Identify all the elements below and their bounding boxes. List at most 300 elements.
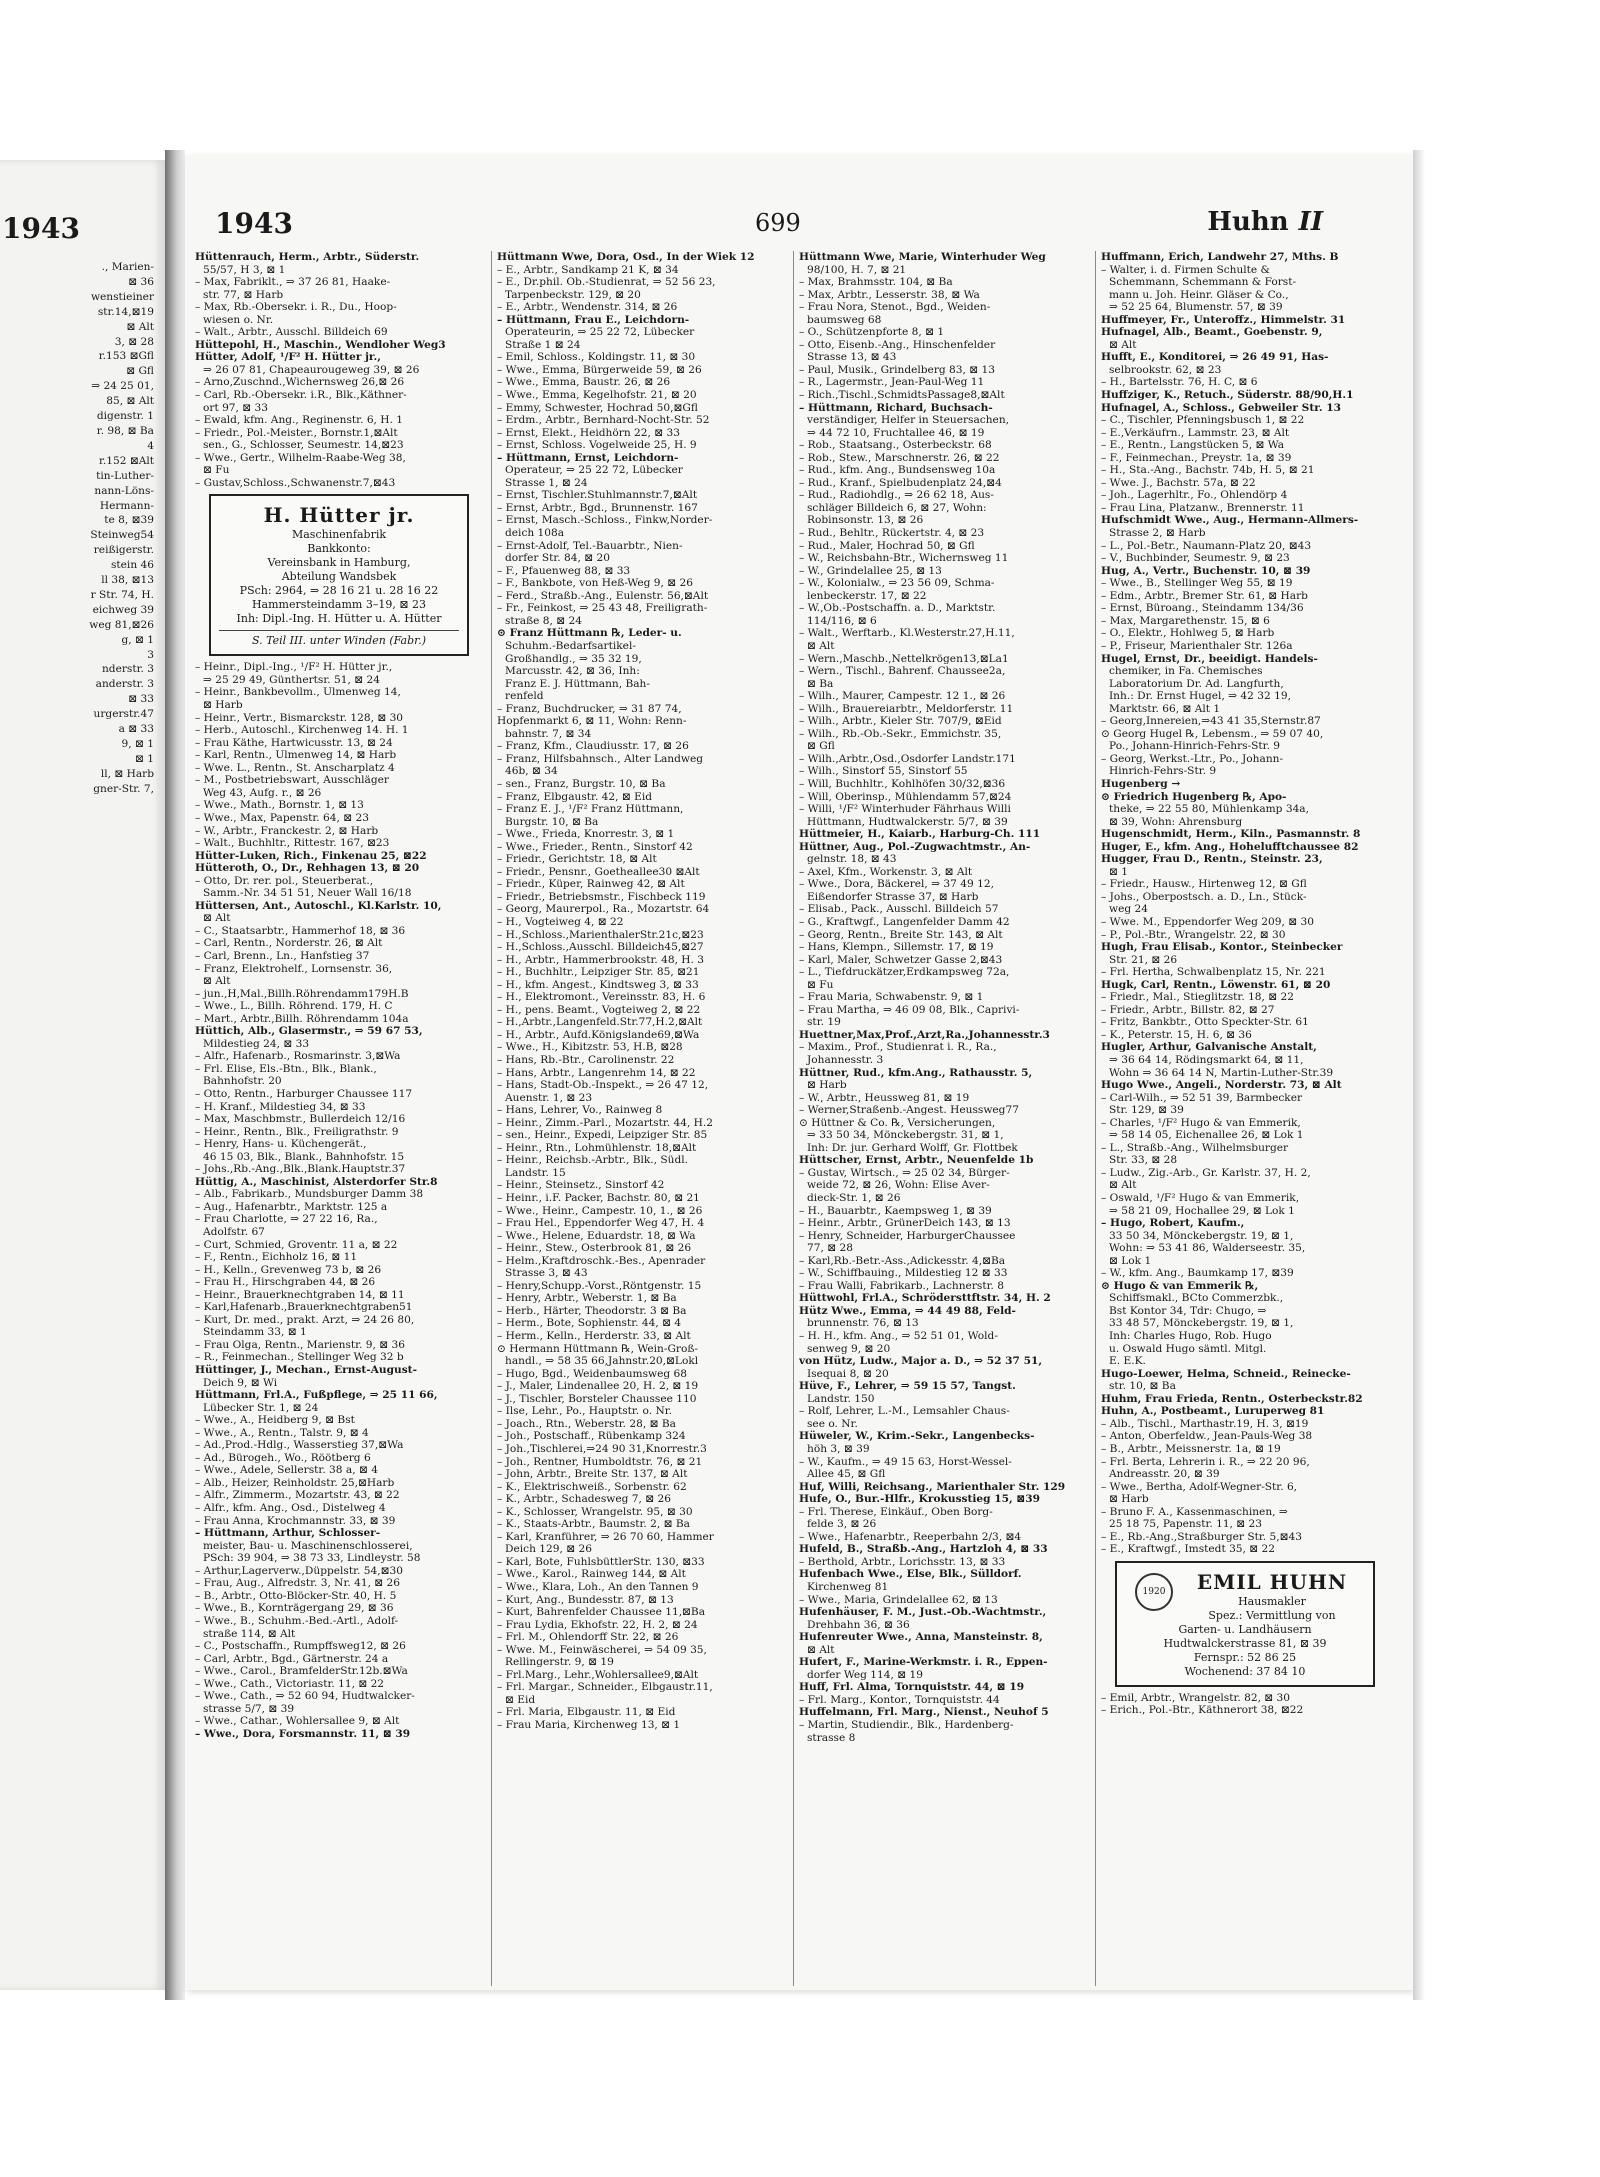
- advertisement-line: Fernspr.: 52 86 25: [1193, 1650, 1297, 1664]
- directory-entry: – Frl. Elise, Els.-Btn., Blk., Blank.,: [195, 1062, 377, 1075]
- previous-page-line: a ⊠ 33: [118, 723, 154, 736]
- directory-entry: – Alb., Tischl., Marthastr.19, H. 3, ⊠19: [1101, 1417, 1309, 1430]
- directory-entry: Huhn, A., Postbeamt., Luruperweg 81: [1101, 1405, 1325, 1418]
- directory-entry: ⇒ 58 21 09, Hochallee 29, ⊠ Lok 1: [1109, 1204, 1295, 1217]
- previous-page-line: reißigerstr.: [93, 544, 154, 557]
- previous-page-line: ll 38, ⊠13: [101, 574, 154, 587]
- previous-page-line: nderstr. 3: [101, 663, 154, 676]
- page-number: 1943: [215, 207, 293, 240]
- directory-entry: – Herm., Bote, Sophienstr. 44, ⊠ 4: [497, 1317, 682, 1330]
- directory-entry: – W., Kolonialw., ⇒ 23 56 09, Schma-: [799, 577, 995, 590]
- directory-entry: – Johs., Oberpostsch. a. D., Ln., Stück-: [1101, 890, 1307, 903]
- column-rule: [491, 251, 492, 1986]
- directory-entry: – Friedr., Hausw., Hirtenweg 12, ⊠ Gfl: [1101, 878, 1307, 891]
- advertisement-line: Inh: Dipl.-Ing. H. Hütter u. A. Hütter: [236, 612, 442, 626]
- guide-name: Huhn: [1207, 207, 1289, 237]
- directory-entry: – Wwe., H., Kibitzstr. 53, H.B, ⊠28: [497, 1041, 683, 1054]
- directory-entry: Hugler, Arthur, Galvanische Anstalt,: [1101, 1041, 1317, 1054]
- directory-entry: – sen., Franz, Burgstr. 10, ⊠ Ba: [497, 777, 666, 790]
- directory-entry: – Rob., Stew., Marschnerstr. 26, ⊠ 22: [799, 451, 1000, 464]
- directory-entry: Tarpenbeckstr. 129, ⊠ 20: [505, 288, 641, 301]
- directory-entry: ⇒ 58 14 05, Eichenallee 26, ⊠ Lok 1: [1109, 1129, 1304, 1142]
- directory-entry: – Alb., Heizer, Reinholdstr. 25,⊠Harb: [195, 1476, 395, 1489]
- directory-entry: Deich 129, ⊠ 26: [505, 1543, 592, 1556]
- directory-entry: – Curt, Schmied, Groventr. 11 a, ⊠ 22: [195, 1238, 398, 1251]
- directory-entry: – Kurt, Ang., Bundesstr. 87, ⊠ 13: [497, 1593, 674, 1606]
- directory-entry: 33 48 57, Mönckebergstr. 19, ⊠ 1,: [1109, 1317, 1294, 1330]
- previous-page-line: r Str. 74, H.: [90, 588, 154, 601]
- directory-entry: ⊠ Harb: [203, 699, 243, 712]
- directory-entry: Hüve, F., Lehrer, ⇒ 59 15 57, Tangst.: [799, 1380, 1016, 1393]
- directory-entry: – K., Arbtr., Schadesweg 7, ⊠ 26: [497, 1493, 671, 1506]
- directory-entry: – Ad., Bürogeh., Wo., Röötberg 6: [195, 1451, 371, 1464]
- directory-entry: ⊠ Alt: [1109, 338, 1137, 351]
- directory-entry: – R., Lagermstr., Jean-Paul-Weg 11: [799, 376, 985, 389]
- directory-entry: – John, Arbtr., Breite Str. 137, ⊠ Alt: [497, 1468, 688, 1481]
- directory-entry: – Erich., Pol.-Btr., Käthnerort 38, ⊠22: [1101, 1704, 1304, 1717]
- directory-entry: – Franz, Buchdrucker, ⇒ 31 87 74,: [497, 702, 682, 715]
- directory-entry: – Wilh., Sinstorf 55, Sinstorf 55: [799, 765, 968, 778]
- directory-entry: Auenstr. 1, ⊠ 23: [505, 1091, 593, 1104]
- directory-entry: – Wwe. M., Eppendorfer Weg 209, ⊠ 30: [1101, 915, 1314, 928]
- directory-entry: – Walt., Buchhltr., Rittestr. 167, ⊠23: [195, 837, 390, 850]
- directory-entry: 98/100, H. 7, ⊠ 21: [807, 263, 907, 276]
- directory-entry: – Alfr., Hafenarb., Rosmarinstr. 3,⊠Wa: [195, 1050, 401, 1063]
- directory-entry: – Rud., Kranf., Spielbudenplatz 24,⊠4: [799, 476, 1002, 489]
- directory-entry: – Friedr., Pensnr., Goetheallee30 ⊠Alt: [497, 865, 700, 878]
- directory-entry: deich 108a: [505, 527, 565, 540]
- directory-entry: – Erdm., Arbtr., Bernhard-Nocht-Str. 52: [497, 414, 710, 427]
- directory-entry: ⊙ Franz Hüttmann ℞, Leder- u.: [497, 627, 682, 640]
- directory-entry: brunnenstr. 76, ⊠ 13: [807, 1317, 919, 1330]
- directory-entry: – H.,Schloss.,MarienthalerStr.21c,⊠23: [497, 928, 704, 941]
- directory-entry: – Henry, Arbtr., Weberstr. 1, ⊠ Ba: [497, 1292, 677, 1305]
- directory-entry: ⊠ Ba: [807, 677, 834, 690]
- directory-entry: – Friedr., Pol.-Meister., Bornstr.1,⊠Alt: [195, 426, 398, 439]
- directory-entry: ⇒ 25 29 49, Günthertsr. 51, ⊠ 24: [203, 673, 380, 686]
- directory-entry: Strasse 3, ⊠ 43: [505, 1267, 588, 1280]
- directory-entry: – Martin, Studiendir., Blk., Hardenberg-: [799, 1718, 1014, 1731]
- directory-entry: – W., Arbtr., Franckestr. 2, ⊠ Harb: [195, 824, 379, 837]
- directory-entry: – H., Kelln., Grevenweg 73 b, ⊠ 26: [195, 1263, 382, 1276]
- directory-entry: Deich 9, ⊠ Wi: [203, 1376, 278, 1389]
- directory-entry: – Walt., Arbtr., Ausschl. Billdeich 69: [195, 326, 388, 339]
- directory-entry: – H., kfm. Angest., Kindtsweg 3, ⊠ 33: [497, 978, 699, 991]
- directory-entry: – Arthur,Lagerverw.,Düppelstr. 54,⊠30: [195, 1564, 403, 1577]
- directory-entry: PSch: 39 904, ⇒ 38 73 33, Lindleystr. 58: [203, 1552, 421, 1565]
- directory-entry: Huffziger, K., Retuch., Süderstr. 88/90,H.1: [1101, 389, 1354, 402]
- directory-entry: – Rich.,Tischl.,SchmidtsPassage8,⊠Alt: [799, 389, 1005, 402]
- directory-entry: – Ferd., Straßb.-Ang., Eulenstr. 56,⊠Alt: [497, 589, 709, 602]
- directory-entry: – Will, Oberinsp., Mühlendamm 57,⊠24: [799, 790, 1012, 803]
- directory-entry: – Friedr., Gerichtstr. 18, ⊠ Alt: [497, 853, 657, 866]
- directory-entry: – Carl, Rb.-Obersekr. i.R., Blk.,Käthner-: [195, 389, 407, 402]
- directory-entry: – J., Tischler, Borsteler Chaussee 110: [497, 1392, 697, 1405]
- directory-entry: – Helm.,Kraftdroschk.-Bes., Apenrader: [497, 1254, 706, 1267]
- directory-entry: ⊠ Alt: [807, 639, 835, 652]
- directory-entry: Hugger, Frau D., Rentn., Steinstr. 23,: [1101, 853, 1323, 866]
- directory-entry: – Karl, Maler, Schwetzer Gasse 2,⊠43: [799, 953, 1003, 966]
- previous-page-line: ⊠ Alt: [126, 320, 154, 333]
- previous-page-line: 85, ⊠ Alt: [106, 395, 154, 408]
- directory-entry: ⊠ Alt: [203, 975, 231, 988]
- directory-entry: – B., Arbtr., Meissnerstr. 1a, ⊠ 19: [1101, 1442, 1281, 1455]
- directory-entry: – Wwe., Cath., Victoriastr. 11, ⊠ 22: [195, 1677, 385, 1690]
- column-4: [1101, 251, 1389, 1986]
- directory-entry: – Heinr., Rtn., Lohmühlenstr. 18,⊠Alt: [497, 1141, 697, 1154]
- directory-entry: – Hugo, Robert, Kaufm.,: [1101, 1217, 1245, 1230]
- directory-entry: dorfer Weg 114, ⊠ 19: [807, 1668, 923, 1681]
- directory-entry: ⊙ Hugo & van Emmerik ℞,: [1101, 1279, 1259, 1292]
- directory-entry: – Frau H., Hirschgraben 44, ⊠ 26: [195, 1276, 376, 1289]
- directory-entry: straße 114, ⊠ Alt: [203, 1627, 296, 1640]
- directory-entry: meister, Bau- u. Maschinenschlosserei,: [203, 1539, 413, 1552]
- directory-entry: Huffmeyer, Fr., Unteroffz., Himmelstr. 31: [1101, 313, 1346, 326]
- directory-entry: Schemmann, Schemmann & Forst-: [1109, 276, 1297, 289]
- directory-entry: – Emil, Schloss., Koldingstr. 11, ⊠ 30: [497, 351, 696, 364]
- directory-entry: – Arno,Zuschnd.,Wichernsweg 26,⊠ 26: [195, 376, 405, 389]
- previous-page-line: eichweg 39: [92, 603, 154, 616]
- directory-entry: – K., Staats-Arbtr., Baumstr. 2, ⊠ Ba: [497, 1518, 690, 1531]
- guide-part: II: [1298, 207, 1323, 237]
- directory-entry: – L., Straßb.-Ang., Wilhelmsburger: [1101, 1141, 1289, 1154]
- directory-entry: – Frau Charlotte, ⇒ 27 22 16, Ra.,: [195, 1213, 378, 1226]
- directory-entry: – Wwe., Math., Bornstr. 1, ⊠ 13: [195, 799, 364, 812]
- directory-entry: – K., Elektrischweiß., Sorbenstr. 62: [497, 1480, 687, 1493]
- directory-entry: – Friedr., Mal., Stieglitzstr. 18, ⊠ 22: [1101, 991, 1295, 1004]
- directory-entry: verständiger, Helfer in Steuersachen,: [807, 414, 1010, 427]
- previous-page-line: stein 46: [110, 559, 154, 572]
- directory-entry: ⇒ 26 07 81, Chapeaurougeweg 39, ⊠ 26: [203, 363, 420, 376]
- directory-entry: Hug, A., Vertr., Buchenstr. 10, ⊠ 39: [1101, 564, 1311, 577]
- previous-page-line: 3: [147, 648, 154, 661]
- directory-entry: Bahnhofstr. 20: [203, 1075, 282, 1088]
- directory-entry: – F., Rentn., Eichholz 16, ⊠ 11: [195, 1251, 358, 1264]
- directory-entry: wiesen o. Nr.: [203, 313, 274, 326]
- directory-entry: – F., Bankbote, von Heß-Weg 9, ⊠ 26: [497, 577, 694, 590]
- directory-entry: – H., Arbtr., Aufd.Königslande69,⊠Wa: [497, 1028, 700, 1041]
- directory-entry: – Wern., Tischl., Bahrenf. Chaussee2a,: [799, 665, 1006, 678]
- directory-entry: – Frau Walli, Fabrikarb., Lachnerstr. 8: [799, 1279, 1004, 1292]
- directory-entry: Huettner,Max,Prof.,Arzt,Ra.,Johannesstr.3: [799, 1028, 1050, 1041]
- directory-entry: ⊠ Eid: [505, 1693, 536, 1706]
- directory-entry: Landstr. 15: [505, 1166, 566, 1179]
- directory-entry: – Wwe., Hafenarbtr., Reeperbahn 2/3, ⊠4: [799, 1530, 1022, 1543]
- directory-entry: Hugo Wwe., Angeli., Norderstr. 73, ⊠ Alt: [1101, 1079, 1342, 1092]
- directory-entry: – Friedr., Küper, Rainweg 42, ⊠ Alt: [497, 878, 685, 891]
- directory-entry: Bst Kontor 34, Tdr: Chugo, ⇒: [1109, 1304, 1267, 1317]
- directory-entry: – Hüttmann, Ernst, Leichdorn-: [497, 451, 679, 464]
- directory-entry: – Heinr., Reichsb.-Arbtr., Blk., Südl.: [497, 1154, 689, 1167]
- directory-entry: – Ernst-Adolf, Tel.-Bauarbtr., Nien-: [497, 539, 683, 552]
- directory-entry: – W., Kaufm., ⇒ 49 15 63, Horst-Wessel-: [799, 1455, 1012, 1468]
- directory-entry: – Rud., Behltr., Rückertstr. 4, ⊠ 23: [799, 527, 985, 540]
- directory-entry: Wohn: ⇒ 53 41 86, Walderseestr. 35,: [1109, 1242, 1306, 1255]
- directory-entry: – Frau Anna, Krochmannstr. 33, ⊠ 39: [195, 1514, 396, 1527]
- directory-entry: Hüttwohl, Frl.A., Schrödersttftstr. 34, H. 2: [799, 1292, 1051, 1305]
- directory-entry: – Aug., Hafenarbtr., Marktstr. 125 a: [195, 1200, 388, 1213]
- directory-entry: – Heinr., Arbtr., GrünerDeich 143, ⊠ 13: [799, 1217, 1011, 1230]
- directory-entry: – R., Feinmechan., Stellinger Weg 32 b: [195, 1351, 404, 1364]
- directory-entry: Hufe, O., Bur.-Hlfr., Krokusstieg 15, ⊠39: [799, 1493, 1040, 1506]
- directory-entry: Hufnagel, A., Schloss., Gebweiler Str. 13: [1101, 401, 1341, 414]
- directory-entry: – Wwe., L., Billh. Röhrend. 179, H. C: [195, 1000, 393, 1013]
- directory-entry: – K., Peterstr. 15, H. 6, ⊠ 36: [1101, 1028, 1252, 1041]
- directory-entry: – Frl. Margar., Schneider., Elbgaustr.11,: [497, 1681, 713, 1694]
- directory-entry: Hufft, E., Konditorei, ⇒ 26 49 91, Has-: [1101, 351, 1329, 364]
- directory-entry: Huger, E., kfm. Ang., Hohelufftchaussee 82: [1101, 840, 1359, 853]
- directory-entry: ⇒ 36 64 14, Rödingsmarkt 64, ⊠ 11,: [1109, 1054, 1304, 1066]
- directory-entry: – Fr., Feinkost, ⇒ 25 43 48, Freiligrath-: [497, 602, 708, 615]
- directory-entry: strasse 5/7, ⊠ 39: [203, 1702, 295, 1715]
- directory-entry: 114/116, ⊠ 6: [807, 614, 877, 627]
- directory-entry: ⊙ Friedrich Hugenberg ℞, Apo-: [1101, 790, 1287, 803]
- directory-entry: – Georg,Innereien,⇒43 41 35,Sternstr.87: [1101, 715, 1321, 728]
- directory-entry: – Wern.,Maschb.,Nettelkrögen13,⊠La1: [799, 652, 1009, 665]
- previous-page-line: 9, ⊠ 1: [121, 738, 154, 750]
- directory-entry: Hütter-Luken, Rich., Finkenau 25, ⊠22: [195, 849, 427, 862]
- directory-entry: Hugo-Loewer, Helma, Schneid., Reinecke-: [1101, 1367, 1351, 1380]
- directory-entry: – Wwe., Karol., Rainweg 144, ⊠ Alt: [497, 1568, 686, 1581]
- directory-entry: Weg 43, Aufg. r., ⊠ 26: [203, 786, 322, 799]
- directory-entry: – Ernst, Masch.-Schloss., Finkw,Norder-: [497, 514, 713, 527]
- directory-entry: – Oswald, ¹/F² Hugo & van Emmerik,: [1101, 1192, 1300, 1205]
- directory-entry: ⊠ 39, Wohn: Ahrensburg: [1109, 815, 1243, 828]
- directory-entry: Eißendorfer Strasse 37, ⊠ Harb: [807, 890, 979, 903]
- directory-entry: – Henry, Hans- u. Küchengerät.,: [195, 1138, 367, 1151]
- directory-entry: lenbeckerstr. 17, ⊠ 22: [807, 589, 927, 602]
- directory-entry: ⊠ 1: [1109, 865, 1128, 878]
- directory-entry: sen., G., Schlosser, Seumestr. 14,⊠23: [203, 439, 404, 452]
- directory-entry: – Walt., Werftarb., Kl.Westerstr.27,H.11,: [799, 627, 1015, 640]
- directory-entry: Hufert, F., Marine-Werkmstr. i. R., Eppen-: [799, 1656, 1048, 1669]
- directory-entry: – Heinr., i.F. Packer, Bachstr. 80, ⊠ 21: [497, 1192, 700, 1205]
- directory-entry: – Hans, Klempn., Sillemstr. 17, ⊠ 19: [799, 941, 994, 954]
- directory-entry: – Wwe., B., Stellinger Weg 55, ⊠ 19: [1101, 577, 1293, 590]
- directory-entry: – Ludw., Zig.-Arb., Gr. Karlstr. 37, H. 2,: [1101, 1166, 1311, 1179]
- directory-entry: – Alb., Fabrikarb., Mundsburger Damm 38: [195, 1188, 424, 1201]
- directory-entry: – Hüttmann, Arthur, Schlosser-: [195, 1527, 381, 1540]
- directory-entry: – Walter, i. d. Firmen Schulte &: [1101, 263, 1270, 276]
- directory-entry: – Heinr., Vertr., Bismarckstr. 128, ⊠ 30: [195, 711, 404, 724]
- directory-entry: – Frl. Therese, Einkäuf., Oben Borg-: [799, 1505, 993, 1518]
- page-edge-shadow: [1413, 150, 1425, 2000]
- directory-entry: – Max, Brahmsstr. 104, ⊠ Ba: [799, 276, 953, 289]
- previous-page-line: Hermann-: [99, 499, 154, 512]
- previous-page-line: weg 81,⊠26: [89, 618, 154, 631]
- advertisement-title: H. Hütter jr.: [263, 503, 415, 528]
- directory-entry: – Frau Lina, Platzanw., Brennerstr. 11: [1101, 501, 1305, 514]
- directory-entry: – Wwe. L., Rentn., St. Anscharplatz 4: [195, 761, 395, 774]
- directory-entry: – Emmy, Schwester, Hochrad 50,⊠Gfl: [497, 401, 698, 414]
- directory-entry: Hüttepohl, H., Maschin., Wendloher Weg3: [195, 338, 446, 351]
- directory-entry: – Wwe., Heinr., Campestr. 10, 1., ⊠ 26: [497, 1204, 703, 1217]
- directory-entry: – W., Arbtr., Heussweg 81, ⊠ 19: [799, 1091, 970, 1104]
- directory-entry: – Wilh., Brauereiarbtr., Meldorferstr. 11: [799, 702, 1014, 715]
- directory-entry: – Johs.,Rb.-Ang.,Blk.,Blank.Hauptstr.37: [195, 1163, 406, 1176]
- directory-entry: ⊠ Gfl: [807, 740, 835, 753]
- advertisement-line: Hammersteindamm 3–19, ⊠ 23: [251, 598, 427, 612]
- directory-entry: – Friedr., Arbtr., Billstr. 82, ⊠ 27: [1101, 1003, 1275, 1016]
- directory-entry: – Frl. Berta, Lehrerin i. R., ⇒ 22 20 96,: [1101, 1455, 1310, 1468]
- directory-entry: Marktstr. 66, ⊠ Alt 1: [1109, 702, 1221, 715]
- directory-entry: – Frau Maria, Schwabenstr. 9, ⊠ 1: [799, 991, 984, 1004]
- directory-entry: von Hütz, Ludw., Major a. D., ⇒ 52 37 51,: [799, 1355, 1043, 1368]
- directory-entry: – Rob., Staatsang., Osterbeckstr. 68: [799, 439, 992, 452]
- directory-entry: – Rud., Radiohdlg., ⇒ 26 62 18, Aus-: [799, 489, 994, 502]
- directory-entry: Andreasstr. 20, ⊠ 39: [1109, 1468, 1220, 1481]
- directory-entry: ⊠ Fu: [203, 464, 230, 477]
- previous-page-line: ll, ⊠ Harb: [100, 767, 154, 780]
- directory-entry: Burgstr. 10, ⊠ Ba: [505, 815, 599, 828]
- advertisement-title: EMIL HUHN: [1196, 1569, 1348, 1594]
- directory-entry: 46b, ⊠ 34: [505, 765, 558, 778]
- directory-entry: str. 19: [807, 1016, 841, 1029]
- directory-entry: – Kurt, Bahrenfelder Chaussee 11,⊠Ba: [497, 1606, 706, 1619]
- directory-entry: – Mart., Arbtr.,Billh. Röhrendamm 104a: [195, 1012, 409, 1025]
- directory-entry: höh 3, ⊠ 39: [807, 1442, 870, 1455]
- directory-entry: Inh: Dr. jur. Gerhard Wolff, Gr. Flottbek: [807, 1141, 1018, 1154]
- directory-entry: Drehbahn 36, ⊠ 36: [807, 1618, 910, 1631]
- directory-entry: – Max, Fabriklt., ⇒ 37 26 81, Haake-: [195, 276, 391, 289]
- directory-entry: – Frau Martha, ⇒ 46 09 08, Blk., Caprivi-: [799, 1003, 1020, 1016]
- directory-entry: Lübecker Str. 1, ⊠ 24: [203, 1401, 319, 1414]
- directory-entry: Hufeld, B., Straßb.-Ang., Hartzloh 4, ⊠ 33: [799, 1543, 1048, 1556]
- directory-entry: – Joach., Rtn., Weberstr. 28, ⊠ Ba: [497, 1417, 676, 1430]
- directory-entry: – Wwe., Frieda, Knorrestr. 3, ⊠ 1: [497, 828, 675, 841]
- directory-entry: baumsweg 68: [807, 313, 882, 326]
- directory-entry: Kirchenweg 81: [807, 1580, 889, 1593]
- directory-entry: – Hugo, Bgd., Weidenbaumsweg 68: [497, 1367, 687, 1380]
- directory-entry: – Paul, Musik., Grindelberg 83, ⊠ 13: [799, 363, 995, 376]
- directory-entry: 55/57, H 3, ⊠ 1: [203, 263, 286, 276]
- directory-entry: see o. Nr.: [807, 1417, 858, 1430]
- directory-entry: ort 97, ⊠ 33: [203, 401, 269, 414]
- directory-entry: Hufenreuter Wwe., Anna, Mansteinstr. 8,: [799, 1631, 1043, 1644]
- advertisement-box: [209, 494, 469, 656]
- directory-entry: Schiffsmakl., BCto Commerzbk.,: [1109, 1292, 1284, 1305]
- directory-entry: – Max, Maschbmstr., Bullerdeich 12/16: [195, 1113, 406, 1126]
- directory-entry: – Max, Rb.-Obersekr. i. R., Du., Hoop-: [195, 301, 397, 314]
- directory-entry: straße 8, ⊠ 24: [505, 614, 582, 627]
- directory-entry: – Hans, Stadt-Ob.-Inspekt., ⇒ 26 47 12,: [497, 1079, 709, 1092]
- directory-entry: – Wwe., Frieder., Rentn., Sinstorf 42: [497, 840, 693, 853]
- advertisement-line: Garten- u. Landhäusern: [1178, 1622, 1312, 1636]
- directory-entry: – Karl,Rb.-Betr.-Ass.,Adickesstr. 4,⊠Ba: [799, 1254, 1006, 1267]
- directory-entry: – Otto, Eisenb.-Ang., Hinschenfelder: [799, 338, 996, 351]
- directory-entry: – Ernst, Schloss. Vogelweide 25, H. 9: [497, 439, 697, 452]
- directory-entry: Strasse 2, ⊠ Harb: [1109, 527, 1206, 540]
- directory-entry: – H. Kranf., Mildestieg 34, ⊠ 33: [195, 1100, 366, 1113]
- directory-entry: Hugel, Ernst, Dr., beeidigt. Handels-: [1101, 652, 1318, 665]
- directory-entry: Operateurin, ⇒ 25 22 72, Lübecker: [505, 326, 695, 339]
- directory-entry: – Wwe., Helene, Eduardstr. 18, ⊠ Wa: [497, 1229, 696, 1242]
- directory-entry: – Max, Margarethenstr. 15, ⊠ 6: [1101, 614, 1270, 627]
- directory-entry: – Joh.,Tischlerei,⇒24 90 31,Knorrestr.3: [497, 1442, 707, 1455]
- directory-entry: – Ernst, Büroang., Steindamm 134/36: [1101, 602, 1304, 615]
- directory-entry: – Frl. M., Ohlendorff Str. 22, ⊠ 26: [497, 1631, 679, 1644]
- directory-entry: felde 3, ⊠ 26: [807, 1518, 877, 1531]
- previous-page-line: nann-Löns-: [94, 484, 154, 497]
- directory-entry: – Henry, Schneider, HarburgerChaussee: [799, 1229, 1016, 1242]
- directory-entry: – W., Schiffbauing., Mildestieg 12 ⊠ 33: [799, 1267, 1008, 1280]
- directory-entry: Str. 129, ⊠ 39: [1109, 1104, 1184, 1117]
- directory-entry: – Wwe., A., Heidberg 9, ⊠ Bst: [195, 1414, 355, 1427]
- directory-entry: – Wwe., Klara, Loh., An den Tannen 9: [497, 1580, 699, 1593]
- directory-entry: – W., Reichsbahn-Btr., Wichernsweg 11: [799, 552, 1009, 565]
- directory-entry: Str. 21, ⊠ 26: [1109, 953, 1178, 966]
- directory-entry: – Anton, Oberfeldw., Jean-Pauls-Weg 38: [1101, 1430, 1313, 1443]
- previous-page-line: ⊠ 33: [128, 693, 154, 706]
- directory-entry: – C., Staatsarbtr., Hammerhof 18, ⊠ 36: [195, 924, 406, 937]
- directory-entry: ⇒ 44 72 10, Fruchtallee 46, ⊠ 19: [807, 426, 985, 439]
- directory-entry: – Wwe., Bertha, Adolf-Wegner-Str. 6,: [1101, 1480, 1298, 1493]
- directory-entry: – H., Vogteiweg 4, ⊠ 22: [497, 915, 624, 928]
- directory-entry: – Frau Käthe, Hartwicusstr. 13, ⊠ 24: [195, 736, 393, 749]
- directory-entry: – W., Grindelallee 25, ⊠ 13: [799, 564, 942, 577]
- directory-entry: Samm.-Nr. 34 51 51, Neuer Wall 16/18: [203, 887, 412, 900]
- directory-entry: Hopfenmarkt 6, ⊠ 11, Wohn: Renn-: [497, 715, 687, 728]
- previous-page-line: Steinweg54: [90, 529, 154, 542]
- directory-entry: – Edm., Arbtr., Bremer Str. 61, ⊠ Harb: [1101, 589, 1308, 602]
- directory-entry: – Wwe. M., Feinwäscherei, ⇒ 54 09 35,: [497, 1643, 707, 1656]
- directory-entry: Hüttmann Wwe, Dora, Osd., In der Wiek 12: [497, 251, 755, 263]
- guide-word: [1207, 207, 1323, 237]
- directory-entry: – Georg, Werkst.-Ltr., Po., Johann-: [1101, 752, 1284, 765]
- directory-entry: Hüttmann, Frl.A., Fußpflege, ⇒ 25 11 66,: [195, 1389, 438, 1402]
- directory-entry: 33 50 34, Mönckebergstr. 19, ⊠ 1,: [1109, 1229, 1294, 1242]
- directory-entry: Hüweler, W., Krim.-Sekr., Langenbecks-: [799, 1430, 1035, 1443]
- directory-entry: Huhm, Frau Frieda, Rentn., Osterbeckstr.82: [1101, 1392, 1363, 1405]
- directory-entry: weide 72, ⊠ 26, Wohn: Elise Aver-: [807, 1179, 990, 1192]
- directory-entry: – H. H., kfm. Ang., ⇒ 52 51 01, Wold-: [799, 1330, 998, 1343]
- directory-entry: – H., Sta.-Ang., Bachstr. 74b, H. 5, ⊠ 21: [1101, 464, 1315, 477]
- directory-entry: – O., Schützenpforte 8, ⊠ 1: [799, 326, 945, 339]
- directory-entry: ⇒ 52 25 64, Blumenstr. 57, ⊠ 39: [1109, 301, 1283, 314]
- directory-entry: Operateur, ⇒ 25 22 72, Lübecker: [505, 464, 683, 477]
- directory-entry: – Wilh., Rb.-Ob.-Sekr., Emmichstr. 35,: [799, 727, 1002, 740]
- directory-entry: – J., Maler, Lindenallee 20, H. 2, ⊠ 19: [497, 1380, 699, 1393]
- directory-entry: Hugh, Frau Elisab., Kontor., Steinbecker: [1101, 941, 1343, 954]
- directory-entry: senweg 9, ⊠ 20: [807, 1342, 891, 1355]
- directory-entry: – H., Buchhltr., Leipziger Str. 85, ⊠21: [497, 966, 700, 979]
- folio-number: 699: [755, 209, 801, 237]
- directory-entry: theke, ⇒ 22 55 80, Mühlenkamp 34a,: [1109, 803, 1309, 816]
- advertisement-box: [1115, 1561, 1375, 1687]
- directory-entry: Str. 33, ⊠ 28: [1109, 1154, 1178, 1167]
- column-2: [497, 251, 785, 1986]
- directory-entry: – Werner,Straßenb.-Angest. Heussweg77: [799, 1104, 1019, 1117]
- directory-entry: ⊙ Georg Hugel ℞, Lebensm., ⇒ 59 07 40,: [1101, 727, 1324, 740]
- directory-entry: – V., Buchbinder, Seumestr. 9, ⊠ 23: [1101, 552, 1290, 565]
- directory-entry: – E., Arbtr., Wendenstr. 314, ⊠ 26: [497, 301, 678, 314]
- directory-entry: Wohn ⇒ 36 64 14 N, Martin-Luther-Str.39: [1109, 1066, 1334, 1079]
- previous-page-line: ⊠ 1: [135, 752, 154, 765]
- directory-entry: – Franz, Kfm., Claudiusstr. 17, ⊠ 26: [497, 740, 689, 753]
- directory-entry: – Rolf, Lehrer, L.-M., Lemsahler Chaus-: [799, 1405, 1010, 1418]
- directory-entry: – H., Bartelsstr. 76, H. C, ⊠ 6: [1101, 376, 1258, 389]
- directory-entry: Isequai 8, ⊠ 20: [807, 1367, 889, 1380]
- directory-entry: – Rud., kfm. Ang., Bundsensweg 10a: [799, 464, 996, 477]
- directory-entry: Großhandlg., ⇒ 35 32 19,: [505, 652, 642, 665]
- directory-entry: – Heinr., Zimm.-Parl., Mozartstr. 44, H.2: [497, 1116, 714, 1129]
- directory-entry: weg 24: [1109, 903, 1148, 916]
- directory-entry: – Charles, ¹/F² Hugo & van Emmerik,: [1101, 1116, 1301, 1129]
- directory-entry: – P., Friseur, Marienthaler Str. 126a: [1101, 639, 1293, 652]
- directory-entry: ⇒ 33 50 34, Mönckebergstr. 31, ⊠ 1,: [807, 1129, 1004, 1142]
- directory-entry: – P., Pol.-Btr., Wrangelstr. 22, ⊠ 30: [1101, 928, 1286, 941]
- directory-entry: Hüttig, A., Maschinist, Alsterdorfer Str.8: [195, 1175, 438, 1188]
